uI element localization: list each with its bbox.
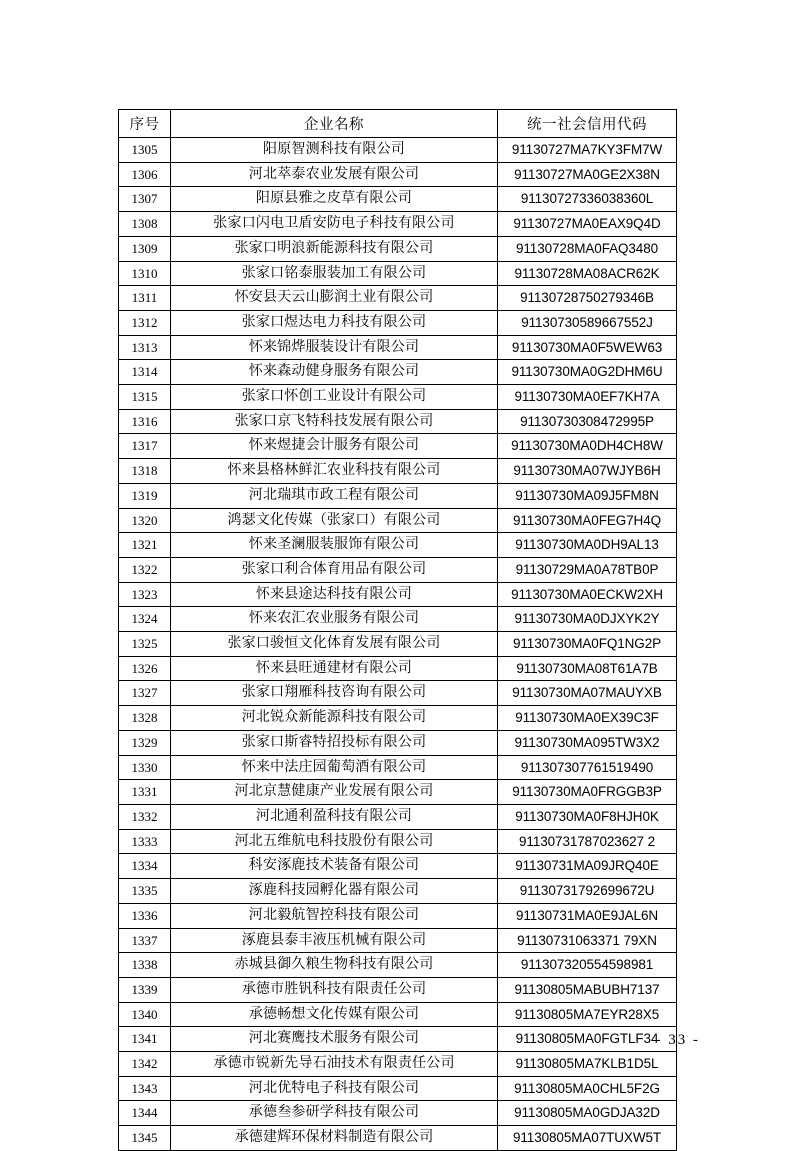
enterprise-registry-table	[118, 109, 677, 1151]
cell-sequence: 1338	[119, 953, 171, 978]
cell-enterprise-name: 张家口明浪新能源科技有限公司	[171, 236, 498, 261]
cell-credit-code: 91130730MA0FQ1NG2P	[498, 632, 677, 657]
cell-enterprise-name: 科安涿鹿技术装备有限公司	[171, 854, 498, 879]
cell-credit-code: 91130730MA0DH4CH8W	[498, 434, 677, 459]
cell-sequence: 1306	[119, 162, 171, 187]
cell-sequence: 1318	[119, 459, 171, 484]
cell-credit-code: 91130731792699672U	[498, 879, 677, 904]
cell-enterprise-name: 张家口骏恒文化体育发展有限公司	[171, 632, 498, 657]
cell-credit-code: 91130805MA0GDJA32D	[498, 1101, 677, 1126]
cell-enterprise-name: 涿鹿县泰丰液压机械有限公司	[171, 928, 498, 953]
column-header-credit-code: 统一社会信用代码	[498, 110, 677, 138]
table-row	[119, 730, 677, 755]
cell-sequence: 1335	[119, 879, 171, 904]
cell-credit-code: 91130731787023627 2	[498, 829, 677, 854]
table-row	[119, 483, 677, 508]
table-row	[119, 286, 677, 311]
cell-sequence: 1333	[119, 829, 171, 854]
cell-enterprise-name: 张家口闪电卫盾安防电子科技有限公司	[171, 212, 498, 237]
cell-credit-code: 91130730MA0FEG7H4Q	[498, 508, 677, 533]
cell-credit-code: 91130805MA7KLB1D5L	[498, 1052, 677, 1077]
cell-credit-code: 91130730MA0G2DHM6U	[498, 360, 677, 385]
cell-sequence: 1312	[119, 310, 171, 335]
cell-credit-code: 91130730MA0ECKW2XH	[498, 582, 677, 607]
cell-credit-code: 91130730MA0EF7KH7A	[498, 385, 677, 410]
cell-sequence: 1323	[119, 582, 171, 607]
cell-sequence: 1326	[119, 656, 171, 681]
cell-sequence: 1324	[119, 607, 171, 632]
cell-enterprise-name: 赤城县御久粮生物科技有限公司	[171, 953, 498, 978]
cell-credit-code: 91130730MA0DH9AL13	[498, 533, 677, 558]
table-row	[119, 1002, 677, 1027]
table-row	[119, 360, 677, 385]
table-row	[119, 212, 677, 237]
table-header	[119, 110, 677, 138]
cell-sequence: 1344	[119, 1101, 171, 1126]
cell-enterprise-name: 河北京慧健康产业发展有限公司	[171, 780, 498, 805]
cell-credit-code: 91130805MA0FGTLF34	[498, 1027, 677, 1052]
cell-credit-code: 91130805MA0CHL5F2G	[498, 1076, 677, 1101]
table-row	[119, 632, 677, 657]
cell-credit-code: 91130730MA0DJXYK2Y	[498, 607, 677, 632]
column-header-enterprise-name: 企业名称	[171, 110, 498, 138]
cell-enterprise-name: 承德建辉环保材料制造有限公司	[171, 1126, 498, 1151]
cell-enterprise-name: 怀来圣澜服装服饰有限公司	[171, 533, 498, 558]
cell-credit-code: 91130730MA07WJYB6H	[498, 459, 677, 484]
cell-sequence: 1319	[119, 483, 171, 508]
table-row	[119, 1076, 677, 1101]
cell-sequence: 1337	[119, 928, 171, 953]
cell-sequence: 1325	[119, 632, 171, 657]
cell-enterprise-name: 张家口铭泰服装加工有限公司	[171, 261, 498, 286]
cell-enterprise-name: 阳原县雅之皮草有限公司	[171, 187, 498, 212]
cell-enterprise-name: 怀安县天云山膨润土业有限公司	[171, 286, 498, 311]
table-row	[119, 434, 677, 459]
cell-sequence: 1332	[119, 804, 171, 829]
table-row	[119, 236, 677, 261]
cell-credit-code: 91130731MA09JRQ40E	[498, 854, 677, 879]
table-row	[119, 879, 677, 904]
cell-sequence: 1313	[119, 335, 171, 360]
cell-sequence: 1340	[119, 1002, 171, 1027]
cell-sequence: 1334	[119, 854, 171, 879]
cell-enterprise-name: 张家口京飞特科技发展有限公司	[171, 409, 498, 434]
cell-sequence: 1329	[119, 730, 171, 755]
cell-sequence: 1317	[119, 434, 171, 459]
cell-enterprise-name: 承德畅想文化传媒有限公司	[171, 1002, 498, 1027]
table-row	[119, 977, 677, 1002]
cell-credit-code: 91130730MA0FRGGB3P	[498, 780, 677, 805]
cell-credit-code: 91130730MA0F5WEW63	[498, 335, 677, 360]
cell-sequence: 1314	[119, 360, 171, 385]
cell-credit-code: 91130728MA0FAQ3480	[498, 236, 677, 261]
table-row	[119, 533, 677, 558]
cell-enterprise-name: 怀来森动健身服务有限公司	[171, 360, 498, 385]
cell-enterprise-name: 张家口翔雁科技咨询有限公司	[171, 681, 498, 706]
table-row	[119, 310, 677, 335]
cell-credit-code: 911307307761519490	[498, 755, 677, 780]
table-row	[119, 780, 677, 805]
table-row	[119, 706, 677, 731]
cell-enterprise-name: 河北赛鹰技术服务有限公司	[171, 1027, 498, 1052]
cell-sequence: 1327	[119, 681, 171, 706]
cell-sequence: 1309	[119, 236, 171, 261]
cell-enterprise-name: 河北通利盈科技有限公司	[171, 804, 498, 829]
cell-sequence: 1305	[119, 138, 171, 163]
cell-sequence: 1339	[119, 977, 171, 1002]
cell-credit-code: 91130805MA07TUXW5T	[498, 1126, 677, 1151]
cell-enterprise-name: 张家口煜达电力科技有限公司	[171, 310, 498, 335]
table-header-row	[119, 110, 677, 138]
cell-sequence: 1308	[119, 212, 171, 237]
cell-sequence: 1310	[119, 261, 171, 286]
cell-credit-code: 91130805MABUBH7137	[498, 977, 677, 1002]
cell-sequence: 1328	[119, 706, 171, 731]
table-row	[119, 1052, 677, 1077]
column-header-sequence: 序号	[119, 110, 171, 138]
page-number: - 33 -	[655, 1032, 700, 1048]
cell-enterprise-name: 怀来煜捷会计服务有限公司	[171, 434, 498, 459]
cell-enterprise-name: 怀来县途达科技有限公司	[171, 582, 498, 607]
cell-credit-code: 91130730589667552J	[498, 310, 677, 335]
cell-credit-code: 91130805MA7EYR28X5	[498, 1002, 677, 1027]
table-row	[119, 409, 677, 434]
cell-enterprise-name: 怀来农汇农业服务有限公司	[171, 607, 498, 632]
cell-credit-code: 91130728MA08ACR62K	[498, 261, 677, 286]
cell-credit-code: 911307320554598981	[498, 953, 677, 978]
table-row	[119, 953, 677, 978]
cell-credit-code: 91130730308472995P	[498, 409, 677, 434]
table-row	[119, 656, 677, 681]
cell-enterprise-name: 承德叁参研学科技有限公司	[171, 1101, 498, 1126]
cell-sequence: 1321	[119, 533, 171, 558]
cell-credit-code: 91130729MA0A78TB0P	[498, 557, 677, 582]
table-row	[119, 508, 677, 533]
table-row	[119, 903, 677, 928]
cell-credit-code: 91130730MA09J5FM8N	[498, 483, 677, 508]
cell-credit-code: 91130727MA7KY3FM7W	[498, 138, 677, 163]
cell-enterprise-name: 怀来中法庄园葡萄酒有限公司	[171, 755, 498, 780]
cell-enterprise-name: 张家口利合体育用品有限公司	[171, 557, 498, 582]
cell-credit-code: 91130731MA0E9JAL6N	[498, 903, 677, 928]
cell-enterprise-name: 承德市锐新先导石油技术有限责任公司	[171, 1052, 498, 1077]
table-row	[119, 385, 677, 410]
cell-credit-code: 91130730MA095TW3X2	[498, 730, 677, 755]
cell-enterprise-name: 怀来县旺通建材有限公司	[171, 656, 498, 681]
cell-credit-code: 91130728750279346B	[498, 286, 677, 311]
cell-sequence: 1330	[119, 755, 171, 780]
table-row	[119, 261, 677, 286]
cell-enterprise-name: 河北瑞琪市政工程有限公司	[171, 483, 498, 508]
cell-credit-code: 91130731063371 79XN	[498, 928, 677, 953]
table-row	[119, 854, 677, 879]
table-row	[119, 928, 677, 953]
table-row	[119, 681, 677, 706]
table-row	[119, 335, 677, 360]
cell-enterprise-name: 承德市胜钒科技有限责任公司	[171, 977, 498, 1002]
cell-sequence: 1315	[119, 385, 171, 410]
table-row	[119, 557, 677, 582]
cell-enterprise-name: 阳原智测科技有限公司	[171, 138, 498, 163]
table-row	[119, 582, 677, 607]
cell-enterprise-name: 河北萃泰农业发展有限公司	[171, 162, 498, 187]
cell-credit-code: 91130730MA08T61A7B	[498, 656, 677, 681]
cell-sequence: 1336	[119, 903, 171, 928]
cell-sequence: 1345	[119, 1126, 171, 1151]
table-row	[119, 187, 677, 212]
table-row	[119, 829, 677, 854]
cell-sequence: 1320	[119, 508, 171, 533]
cell-enterprise-name: 涿鹿科技园孵化器有限公司	[171, 879, 498, 904]
cell-enterprise-name: 河北锐众新能源科技有限公司	[171, 706, 498, 731]
cell-credit-code: 91130730MA0F8HJH0K	[498, 804, 677, 829]
cell-credit-code: 91130730MA0EX39C3F	[498, 706, 677, 731]
cell-enterprise-name: 张家口斯睿特招投标有限公司	[171, 730, 498, 755]
cell-sequence: 1307	[119, 187, 171, 212]
cell-credit-code: 91130727MA0GE2X38N	[498, 162, 677, 187]
cell-enterprise-name: 河北五维航电科技股份有限公司	[171, 829, 498, 854]
enterprise-registry-table-container	[118, 109, 676, 1151]
table-row	[119, 459, 677, 484]
cell-credit-code: 91130727336038360L	[498, 187, 677, 212]
cell-sequence: 1331	[119, 780, 171, 805]
cell-enterprise-name: 怀来锦烨服装设计有限公司	[171, 335, 498, 360]
cell-credit-code: 91130730MA07MAUYXB	[498, 681, 677, 706]
cell-enterprise-name: 怀来县格林鲜汇农业科技有限公司	[171, 459, 498, 484]
cell-enterprise-name: 鸿瑟文化传媒（张家口）有限公司	[171, 508, 498, 533]
cell-sequence: 1322	[119, 557, 171, 582]
cell-sequence: 1341	[119, 1027, 171, 1052]
table-body	[119, 138, 677, 1151]
table-row	[119, 607, 677, 632]
table-row	[119, 138, 677, 163]
table-row	[119, 1126, 677, 1151]
table-row	[119, 804, 677, 829]
cell-enterprise-name: 河北毅航智控科技有限公司	[171, 903, 498, 928]
cell-sequence: 1311	[119, 286, 171, 311]
cell-sequence: 1342	[119, 1052, 171, 1077]
cell-enterprise-name: 河北优特电子科技有限公司	[171, 1076, 498, 1101]
table-row	[119, 755, 677, 780]
cell-enterprise-name: 张家口怀创工业设计有限公司	[171, 385, 498, 410]
cell-sequence: 1316	[119, 409, 171, 434]
table-row	[119, 162, 677, 187]
cell-credit-code: 91130727MA0EAX9Q4D	[498, 212, 677, 237]
cell-sequence: 1343	[119, 1076, 171, 1101]
